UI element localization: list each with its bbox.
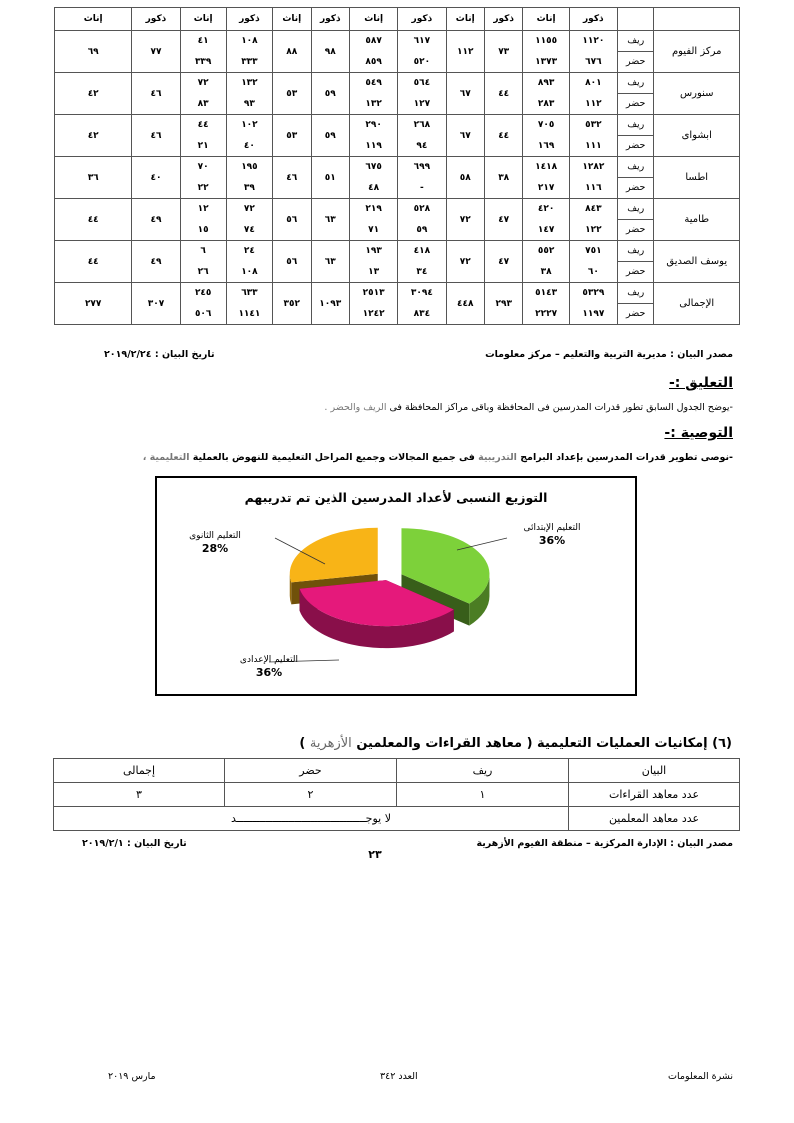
comment-heading: التعليق :- [668,375,733,391]
table-cell: ١٢ [180,199,226,220]
recommendation-text-1: -نوصى تطوير قدرات المدرسين بإعداد البرامج [516,452,733,463]
table-cell: ٥١ [311,157,350,199]
table-cell: ٤٦ [273,157,311,199]
header-cell: البيان [569,759,740,783]
area-type: حضر [617,136,654,157]
table-cell: ٩٨ [311,31,350,73]
table-cell: ٥٦٤ [398,73,446,94]
recommendation-text [143,452,733,463]
table-cell: ١٥ [180,220,226,241]
table-cell: ٣٩ [226,178,272,199]
chart-title: التوزيع النسبى لأعداد المدرسين الذين تم تدريبهم [244,490,548,505]
comment-text-main: -يوضح الجدول السابق تطور قدرات المدرسين فى المحافظة وباقى مراكز المحافظة فى [386,402,733,413]
table-cell: ٥٠٦ [180,304,226,325]
table-cell: ٥٢٨ [398,199,446,220]
table-cell: ٢١ [180,136,226,157]
table-cell: ٣٨ [523,262,569,283]
table-cell: ٧١ [350,220,398,241]
table-cell: ٥٣ [273,115,311,157]
recommendation-text-gray-1: التدريبية [478,452,517,463]
table-cell: ١٠٨ [226,31,272,52]
table-row [55,73,740,94]
source-date-2: تاريخ البيان : ٢٠١٩/٢/١ [82,838,187,849]
table-cell: ٤٤ [180,115,226,136]
header-cell: إجمالى [54,759,225,783]
table-cell: ٧٢ [446,199,484,241]
area-type: حضر [617,220,654,241]
table-cell: ٨٣٤ [398,304,446,325]
section-6-title-gray: الأزهرية [309,736,352,751]
header-cell [654,8,740,31]
region-name: الإجمالى [654,283,740,325]
table-header-row [55,8,740,31]
table-cell: ٦٣٣ [226,283,272,304]
page-number: ٢٣ [368,848,382,861]
table-cell: ١٠٢ [226,115,272,136]
table-cell: ٥٦ [273,241,311,283]
table-cell: ٥٦ [273,199,311,241]
slice-percent-label: 36% [255,666,283,679]
table-cell: ٤٩ [132,199,180,241]
table-cell: ٦ [180,241,226,262]
table-cell: ١٤٧ [523,220,569,241]
table-cell: ١٣ [350,262,398,283]
table-cell: ١٢٢ [569,220,617,241]
area-type: حضر [617,304,654,325]
table-cell: ٣٣٣ [226,52,272,73]
table-cell: ١٣٧٣ [523,52,569,73]
table-row [55,115,740,136]
table-cell: ٨٩٣ [523,73,569,94]
area-type: حضر [617,52,654,73]
area-type: ريف [617,73,654,94]
table-cell: ٢٢٢٧ [523,304,569,325]
table-cell: ١١١ [569,136,617,157]
header-cell: ذكور [311,8,350,31]
table-cell: ٦٣ [311,199,350,241]
section-6-title-end: ) [299,736,310,751]
table-cell: ١٦٩ [523,136,569,157]
table-row [55,199,740,220]
table-cell: ٣٠٩٤ [398,283,446,304]
section-6-title-main: (٦) إمكانيات العمليات التعليمية ( معاهد القراءات والمعلمين [351,736,732,751]
table-cell: ٦١٧ [398,31,446,52]
table-cell: ٦٠ [569,262,617,283]
table-row [55,157,740,178]
table-cell: ٤٠ [226,136,272,157]
table-cell: ٥٨٧ [350,31,398,52]
table-cell: ٥٣٢٩ [569,283,617,304]
table-cell: ٤٦ [132,115,180,157]
header-cell: ذكور [398,8,446,31]
table-cell: ٥٣٢ [569,115,617,136]
row-label: عدد معاهد المعلمين [569,807,740,831]
region-name: ابشواى [654,115,740,157]
slice-category-label: التعليم الإعدادى [239,655,299,665]
table-cell: ٦٧٥ [350,157,398,178]
table-cell: ٧٠٥ [523,115,569,136]
table-cell: ٣٤ [398,262,446,283]
table-cell: ٤١٨ [398,241,446,262]
table-cell: ٥٤٩ [350,73,398,94]
source-note: مصدر البيان : مديرية التربية والتعليم – مركز معلومات [485,349,733,360]
header-cell: إناث [446,8,484,31]
table-cell: ٢١٧ [523,178,569,199]
table-cell: ٤٠ [132,157,180,199]
table-cell: ٥٨ [446,157,484,199]
table-cell: ٣٠٧ [132,283,180,325]
table-cell: ٣٣٩ [180,52,226,73]
comment-text-gray: الريف والحضر . [324,402,387,413]
table-cell: ٢٩٠ [350,115,398,136]
region-name: اطسا [654,157,740,199]
table-cell: ١٢٧ [398,94,446,115]
recommendation-heading: التوصية :- [664,425,733,441]
table-cell: ١١٥٥ [523,31,569,52]
table-cell: ١١٢٠ [569,31,617,52]
slice-percent-label: 28% [201,542,229,555]
table-cell: ٢٩٣ [484,283,522,325]
table-cell: ٢٦٨ [398,115,446,136]
table-cell: ٢١٩ [350,199,398,220]
table-cell: ٤٤ [484,115,522,157]
area-type: ريف [617,241,654,262]
table-cell: ٤٢ [55,73,132,115]
table-cell: ٧٧ [132,31,180,73]
header-cell: إناث [350,8,398,31]
region-name: مركز الفيوم [654,31,740,73]
header-cell: حضر [225,759,397,783]
header-cell: ذكور [226,8,272,31]
table-cell: ٨٠١ [569,73,617,94]
table-cell: ١ [397,783,569,807]
area-type: ريف [617,157,654,178]
table-cell: ٦٣ [311,241,350,283]
table-cell: ٢٤٥ [180,283,226,304]
header-cell: إناث [180,8,226,31]
section-6-title [299,736,732,751]
table-cell: ٤١ [180,31,226,52]
comment-text [324,402,733,413]
pie-chart [157,478,635,694]
row-label: عدد معاهد القراءات [569,783,740,807]
table-cell: ٤٢ [55,115,132,157]
header-cell: إناث [273,8,311,31]
table-cell: ٧٢ [226,199,272,220]
table-cell: ١٢٤٢ [350,304,398,325]
table-cell: ٦٩ [55,31,132,73]
header-cell: ذكور [569,8,617,31]
slice-category-label: التعليم الإبتدائى [523,523,581,533]
table-cell: ٤٨ [350,178,398,199]
slice-category-label: التعليم الثانوى [189,531,241,541]
table-cell: ٢٨٣ [523,94,569,115]
table-cell: ٨٨ [273,31,311,73]
area-type: ريف [617,199,654,220]
table-row [55,241,740,262]
header-cell: ذكور [484,8,522,31]
table-cell: ٢٦ [180,262,226,283]
table-cell: ٥٩ [311,115,350,157]
footer-date: مارس ٢٠١٩ [108,1071,156,1082]
teachers-training-table-body [55,8,740,325]
table-cell-merged: لا يوجــــــــــــــــــــــــــــــــــــــــد [54,807,569,831]
region-name: سنورس [654,73,740,115]
table-cell: ٣٥٢ [273,283,311,325]
table-cell: ١١٢ [446,31,484,73]
table-cell: ٥٥٢ [523,241,569,262]
table-cell: ١٠٨ [226,262,272,283]
table-row [54,807,740,831]
table-cell: ٦٧ [446,73,484,115]
table-header-row [54,759,740,783]
pie-slice [290,528,378,583]
table-cell: - [398,178,446,199]
table-cell: ٢٥١٣ [350,283,398,304]
table-cell: ٢٧٧ [55,283,132,325]
table-cell: ١١٩٧ [569,304,617,325]
source-date: تاريخ البيان : ٢٠١٩/٢/٢٤ [104,349,215,360]
azhar-institutes-table [53,758,740,831]
table-cell: ١٩٥ [226,157,272,178]
table-cell: ٣٨ [484,157,522,199]
table-cell: ١١٩ [350,136,398,157]
table-row [55,283,740,304]
table-cell: ٣ [54,783,225,807]
table-cell: ٤٤٨ [446,283,484,325]
recommendation-text-gray-2: التعليمية ، [142,452,190,463]
pie-slices [290,528,490,648]
table-cell: ٤٤ [55,199,132,241]
area-type: ريف [617,31,654,52]
footer-publication: نشرة المعلومات [668,1071,733,1082]
table-cell: ٦٩٩ [398,157,446,178]
table-cell: ٧٥١ [569,241,617,262]
table-row [55,31,740,52]
table-cell: ١١٢ [569,94,617,115]
table-cell: ١٣٢ [226,73,272,94]
table-cell: ٧٢ [446,241,484,283]
area-type: حضر [617,94,654,115]
table-cell: ٧٤ [226,220,272,241]
table-cell: ٥٩ [311,73,350,115]
table-cell: ٢٤ [226,241,272,262]
table-cell: ٩٤ [398,136,446,157]
table-cell: ٦٧ [446,115,484,157]
area-type: حضر [617,262,654,283]
table-cell: ٨٣ [180,94,226,115]
header-cell: ريف [397,759,569,783]
table-cell: ٤٦ [132,73,180,115]
table-cell: ٤٩ [132,241,180,283]
table-cell: ٥٣ [273,73,311,115]
table-cell: ٥٩ [398,220,446,241]
slice-percent-label: 36% [538,534,566,547]
region-name: طامية [654,199,740,241]
table-cell: ١١٤١ [226,304,272,325]
table-cell: ٣٦ [55,157,132,199]
area-type: ريف [617,115,654,136]
recommendation-text-2: فى جميع المجالات وجميع المراحل التعليمية للنهوض بالعملية [189,452,479,463]
table-cell: ٧٢ [180,73,226,94]
table-cell: ٧٣ [484,31,522,73]
source-note-2: مصدر البيان : الإدارة المركزية – منطقة الفيوم الأزهرية [476,838,733,849]
area-type: حضر [617,178,654,199]
table-row [54,783,740,807]
table-cell: ١١٦ [569,178,617,199]
pie-chart-frame [155,476,637,696]
table-cell: ٢٢ [180,178,226,199]
table-cell: ٧٠ [180,157,226,178]
table-cell: ٤٤ [55,241,132,283]
table-cell: ٦٧٦ [569,52,617,73]
teachers-training-table [54,7,740,325]
table-cell: ٤٧ [484,241,522,283]
table-cell: ٨٤٣ [569,199,617,220]
header-cell: ذكور [132,8,180,31]
table-cell: ٥١٤٣ [523,283,569,304]
region-name: يوسف الصديق [654,241,740,283]
table-cell: ٤٧ [484,199,522,241]
footer-issue: العدد ٣٤٢ [380,1071,418,1082]
table-cell: ٥٢٠ [398,52,446,73]
table-cell: ٨٥٩ [350,52,398,73]
header-cell: إناث [55,8,132,31]
table-cell: ١٢٨٢ [569,157,617,178]
table-cell: ٤٤ [484,73,522,115]
table-cell: ٢ [225,783,397,807]
table-cell: ١٤١٨ [523,157,569,178]
table-cell: ١٩٣ [350,241,398,262]
table-cell: ١٣٢ [350,94,398,115]
header-cell: إناث [523,8,569,31]
header-cell [617,8,654,31]
area-type: ريف [617,283,654,304]
table-cell: ٩٣ [226,94,272,115]
table-cell: ٤٢٠ [523,199,569,220]
table-cell: ١٠٩٣ [311,283,350,325]
